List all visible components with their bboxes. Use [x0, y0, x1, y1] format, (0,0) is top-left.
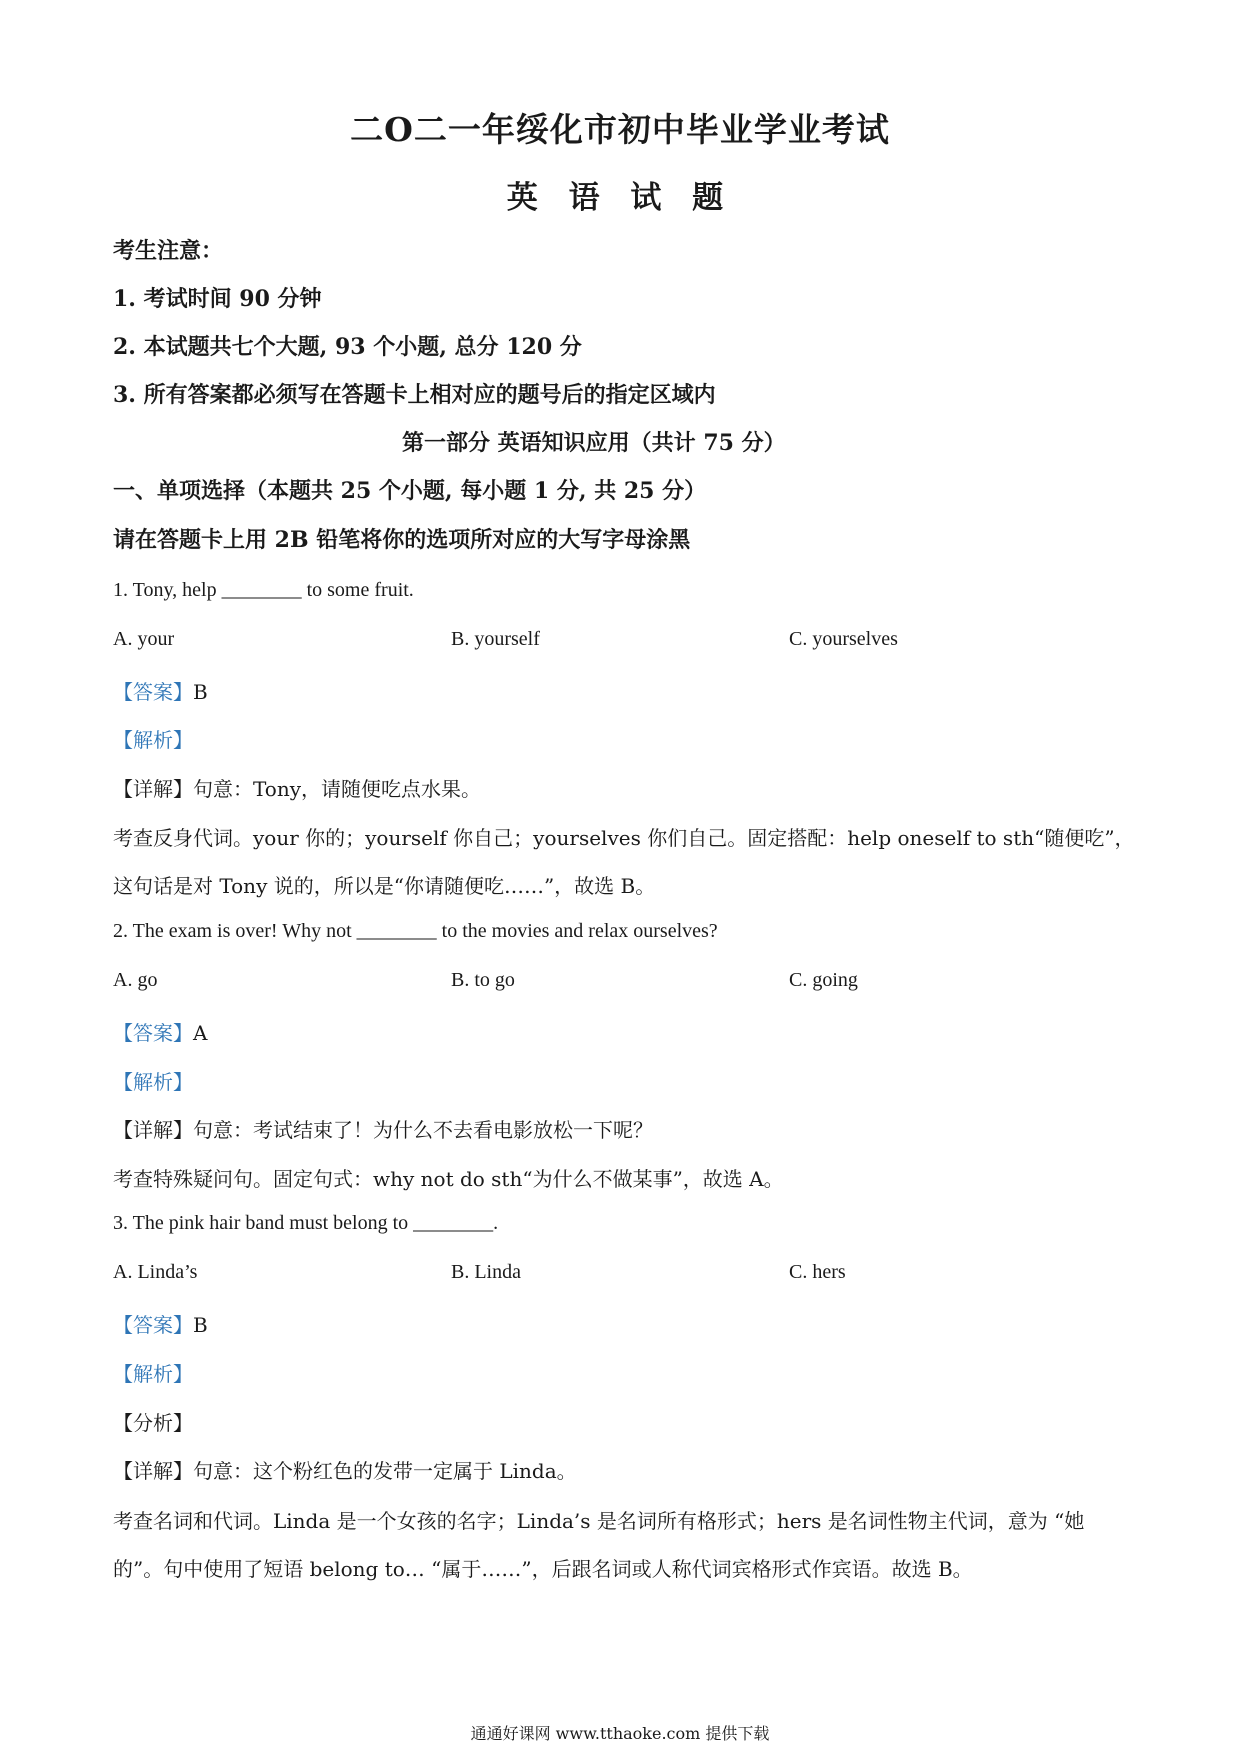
answer-value: B [193, 1313, 208, 1337]
answer-label: 【答案】 [113, 680, 193, 704]
detail-label: 【详解】 [113, 1459, 193, 1483]
option-b: B. to go [451, 969, 515, 991]
option-a: A. go [113, 969, 158, 991]
notice-item: 3. 所有答案都必须写在答题卡上相对应的题号后的指定区域内 [113, 382, 716, 408]
notice-item: 1. 考试时间 90 分钟 [113, 286, 322, 312]
answer-line [113, 1017, 207, 1046]
notice-item: 2. 本试题共七个大题, 93 个小题, 总分 120 分 [113, 334, 582, 360]
detail-label: 【详解】 [113, 1118, 193, 1142]
option-c: C. yourselves [789, 628, 898, 650]
analysis-label: 【解析】 [113, 1362, 193, 1386]
section-title: 一、单项选择（本题共 25 个小题, 每小题 1 分, 共 25 分） [113, 478, 707, 504]
notice-heading: 考生注意： [113, 238, 224, 264]
option-c: C. hers [789, 1261, 846, 1283]
exam-title: 二O二一年绥化市初中毕业学业考试 [350, 110, 890, 149]
fenxi-label: 【分析】 [113, 1411, 193, 1435]
answer-label: 【答案】 [113, 1313, 193, 1337]
explanation-line: 这句话是对 Tony 说的，所以是“你请随便吃……”，故选 B。 [113, 874, 656, 898]
option-a: A. Linda’s [113, 1261, 198, 1283]
page-footer: 通通好课网 www.tthaoke.com 提供下载 [470, 1724, 770, 1743]
option-a: A. your [113, 628, 175, 650]
detail-line [113, 1114, 653, 1143]
exam-subtitle: 英 语 试 题 [506, 180, 734, 216]
detail-text: 句意：考试结束了！为什么不去看电影放松一下呢？ [193, 1118, 653, 1142]
answer-value: B [193, 680, 208, 704]
option-b: B. Linda [451, 1261, 521, 1283]
explanation-line: 考查特殊疑问句。固定句式：why not do sth“为什么不做某事”，故选 A。 [113, 1167, 784, 1191]
explanation-line: 考查名词和代词。Linda 是一个女孩的名字；Linda’s 是名词所有格形式；hers 是名词性物主代词，意为 “她 [113, 1509, 1085, 1533]
detail-line [113, 773, 481, 802]
answer-line [113, 676, 208, 705]
answer-label: 【答案】 [113, 1021, 193, 1045]
answer-line [113, 1309, 208, 1338]
explanation-line: 的”。句中使用了短语 belong to… “属于……”，后跟名词或人称代词宾格形式作宾语。故选 B。 [113, 1557, 973, 1581]
analysis-label: 【解析】 [113, 728, 193, 752]
part-title: 第一部分 英语知识应用（共计 75 分） [402, 430, 786, 456]
detail-text: 句意：Tony，请随便吃点水果。 [193, 777, 482, 801]
detail-text: 句意：这个粉红色的发带一定属于 Linda。 [193, 1459, 577, 1483]
detail-label: 【详解】 [113, 777, 193, 801]
option-c: C. going [789, 969, 858, 991]
option-b: B. yourself [451, 628, 540, 650]
question-stem: 3. The pink hair band must belong to ________. [113, 1212, 499, 1234]
question-stem: 1. Tony, help ________ to some fruit. [113, 579, 414, 601]
analysis-label: 【解析】 [113, 1070, 193, 1094]
question-stem: 2. The exam is over! Why not ________ to the movies and relax ourselves? [113, 920, 718, 942]
answer-value: A [193, 1021, 208, 1045]
explanation-line: 考查反身代词。your 你的；yourself 你自己；yourselves 你们自己。固定搭配：help oneself to sth“随便吃”， [113, 826, 1135, 850]
detail-line [113, 1455, 577, 1484]
section-instruction: 请在答题卡上用 2B 铅笔将你的选项所对应的大写字母涂黑 [113, 527, 691, 553]
